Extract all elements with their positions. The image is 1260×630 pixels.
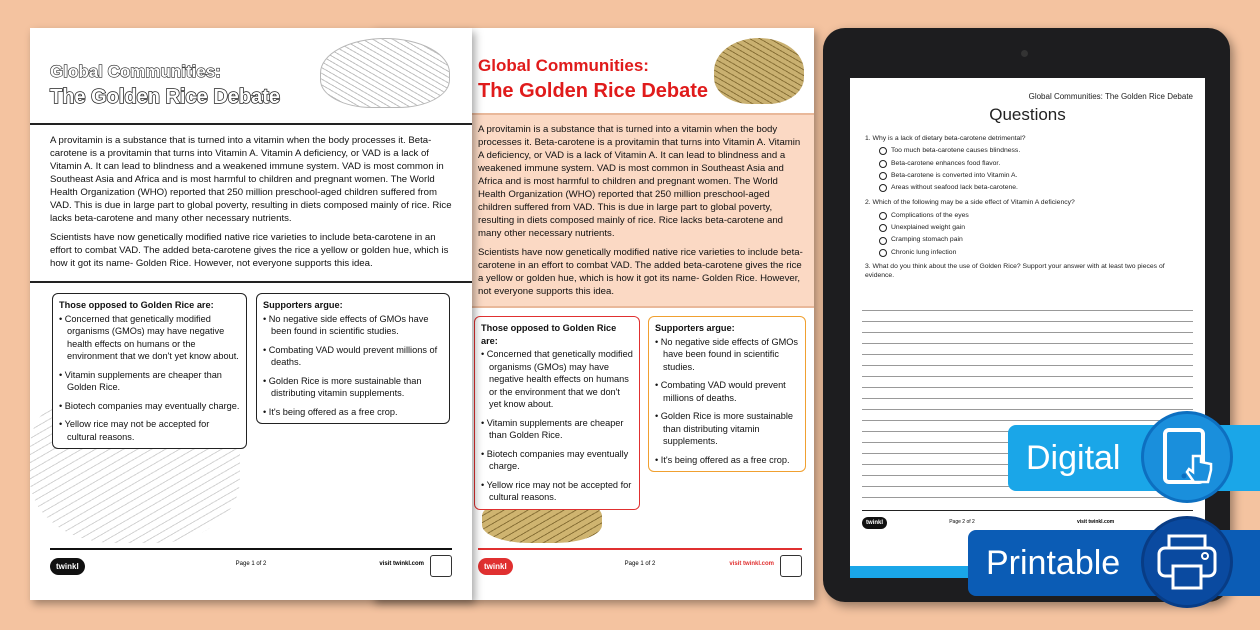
quality-badge-icon	[430, 555, 452, 577]
title-line-1: Global Communities:	[478, 56, 649, 75]
option-label: Too much beta-carotene causes blindness.	[891, 147, 1021, 155]
page-number: Page 1 of 2	[624, 561, 656, 567]
answer-option[interactable]	[865, 158, 1190, 170]
opposed-heading: Those opposed to Golden Rice are:	[59, 300, 214, 310]
list-item: • It's being offered as a free crop.	[655, 454, 799, 467]
list-item: • Biotech companies may eventually charge.	[481, 448, 633, 473]
answer-option[interactable]	[865, 145, 1190, 157]
answer-option[interactable]	[865, 234, 1190, 246]
title-line-2: The Golden Rice Debate	[50, 86, 281, 108]
option-label: Areas without seafood lack beta-carotene.	[891, 184, 1018, 192]
supporters-box	[256, 293, 450, 424]
answer-option[interactable]	[865, 182, 1190, 194]
visit-link: visit twinkl.com	[1077, 519, 1115, 525]
opposed-box	[52, 293, 247, 449]
list-item: • Golden Rice is more sustainable than distributing vitamin supplements.	[263, 375, 443, 400]
tablet-touch-icon	[1141, 411, 1233, 503]
question-2: 2. Which of the following may be a side effect of Vitamin A deficiency?	[865, 199, 1075, 207]
question-1: 1. Why is a lack of dietary beta-carotene detrimental?	[865, 135, 1026, 142]
list-item: • Golden Rice is more sustainable than distributing vitamin supplements.	[655, 410, 799, 448]
intro-paragraph: Scientists have now genetically modified native rice varieties to include beta-carotene in an effort to combat VAD. The added beta-carotene gives the rice a yellow or golden hue, which is how it got its name- Golden Rice. However, not everyone supports this idea.	[478, 247, 803, 297]
printable-label: Printable	[986, 543, 1121, 582]
answer-option[interactable]	[865, 210, 1190, 222]
camera-icon	[1021, 50, 1028, 57]
intro-paragraph: Scientists have now genetically modified native rice varieties to include beta-carotene in an effort to combat VAD. The added beta-carotene gives the rice a yellow or golden hue, which is how it got its name- Golden Rice. However, not everyone supports this idea.	[50, 232, 449, 269]
tablet-device	[823, 28, 1230, 602]
intro-paragraph: A provitamin is a substance that is turned into a vitamin when the body processes it. Beta-carotene is a provitamin that turns into Vitamin A. Vitamin A deficiency, or VAD is a lack of Vitamin A. It can lead to blindness and a weakened immune system. VAD is most common in Southeast Asia and Africa and is most harmful to children and pregnant women. The World Health Organization (WHO) reported that 250 million preschool-aged children suffered from VAD. This is due in large part to global poverty, resulting in diets composed mainly of rice. Rice lacks beta-carotene and many other necessary nutrients.	[478, 124, 801, 239]
question-3: 3. What do you think about the use of Golden Rice? Support your answer with at least two pieces of evidence.	[865, 262, 1165, 279]
list-item: • Yellow rice may not be accepted for cultural reasons.	[481, 479, 633, 504]
list-item: • Combating VAD would prevent millions of deaths.	[263, 344, 443, 369]
list-item: • Yellow rice may not be accepted for cultural reasons.	[59, 418, 240, 443]
list-item: • No negative side effects of GMOs have been found in scientific studies.	[263, 313, 443, 338]
digital-label: Digital	[1026, 438, 1121, 477]
questions-list	[865, 133, 1190, 280]
list-item: • Concerned that genetically modified organisms (GMOs) may have negative health effects on humans or the environment that we don't yet know about.	[481, 348, 633, 411]
questions-header: Global Communities: The Golden Rice Debate	[1028, 92, 1193, 101]
option-label: Chronic lung infection	[891, 248, 957, 256]
supporters-heading: Supporters argue:	[263, 300, 343, 310]
opposed-box	[474, 316, 640, 510]
questions-title: Questions	[989, 105, 1066, 124]
list-item: • Vitamin supplements are cheaper than Golden Rice.	[59, 369, 240, 394]
page-footer	[862, 510, 1193, 530]
twinkl-logo: twinkl	[478, 558, 513, 575]
radio-button[interactable]	[879, 249, 887, 257]
twinkl-logo: twinkl	[50, 558, 85, 575]
option-label: Complications of the eyes	[891, 211, 969, 219]
answer-option[interactable]	[865, 170, 1190, 182]
visit-link: visit twinkl.com	[729, 561, 774, 567]
rice-outline-image	[320, 38, 450, 108]
supporters-heading: Supporters argue:	[655, 323, 735, 333]
option-label: Beta-carotene enhances food flavor.	[891, 159, 1001, 167]
tablet-screen	[850, 78, 1205, 578]
intro-text	[30, 123, 472, 283]
page-number: Page 1 of 2	[235, 561, 267, 567]
arguments-row	[30, 283, 472, 449]
visit-link: visit twinkl.com	[379, 561, 424, 567]
bw-worksheet-page	[30, 28, 472, 600]
answer-option[interactable]	[865, 247, 1190, 259]
list-item: • Vitamin supplements are cheaper than Golden Rice.	[481, 417, 633, 442]
radio-button[interactable]	[879, 147, 887, 155]
radio-button[interactable]	[879, 224, 887, 232]
twinkl-logo: twinkl	[862, 517, 887, 529]
radio-button[interactable]	[879, 160, 887, 168]
title-line-2: The Golden Rice Debate	[478, 80, 709, 102]
list-item: • It's being offered as a free crop.	[263, 406, 443, 419]
page-footer	[478, 548, 802, 588]
list-item: • Combating VAD would prevent millions of deaths.	[655, 379, 799, 404]
supporters-box	[648, 316, 806, 472]
intro-paragraph: A provitamin is a substance that is turned into a vitamin when the body processes it. Beta-carotene is a provitamin that turns into Vitamin A. Vitamin A deficiency, or VAD is a lack of Vitamin A. It can lead to blindness and a weakened immune system. VAD is most common in Southeast Asia and Africa and is most harmful to children and pregnant women. The World Health Organization (WHO) reported that 250 million preschool-aged children suffered from VAD. This is due in large part to global poverty, resulting in diets composed mainly of rice. Rice lacks beta-carotene and many other necessary nutrients.	[50, 135, 452, 224]
quality-badge-icon	[780, 555, 802, 577]
title-line-1: Global Communities:	[50, 62, 221, 81]
page-footer	[50, 548, 452, 588]
radio-button[interactable]	[879, 184, 887, 192]
list-item: • Concerned that genetically modified organisms (GMOs) may have negative health effects on humans or the environment that we don't yet know about.	[59, 313, 240, 363]
page-number: Page 2 of 2	[949, 519, 975, 525]
option-label: Cramping stomach pain	[891, 236, 963, 244]
golden-rice-image	[714, 38, 804, 104]
option-label: Unexplained weight gain	[891, 224, 966, 232]
radio-button[interactable]	[879, 237, 887, 245]
radio-button[interactable]	[879, 172, 887, 180]
opposed-heading: Those opposed to Golden Rice are:	[481, 323, 617, 346]
radio-button[interactable]	[879, 212, 887, 220]
printer-icon	[1141, 516, 1233, 608]
list-item: • Biotech companies may eventually charge.	[59, 400, 240, 413]
answer-option[interactable]	[865, 222, 1190, 234]
worksheet-header	[30, 28, 472, 123]
option-label: Beta-carotene is converted into Vitamin A.	[891, 171, 1018, 179]
list-item: • No negative side effects of GMOs have been found in scientific studies.	[655, 336, 799, 374]
